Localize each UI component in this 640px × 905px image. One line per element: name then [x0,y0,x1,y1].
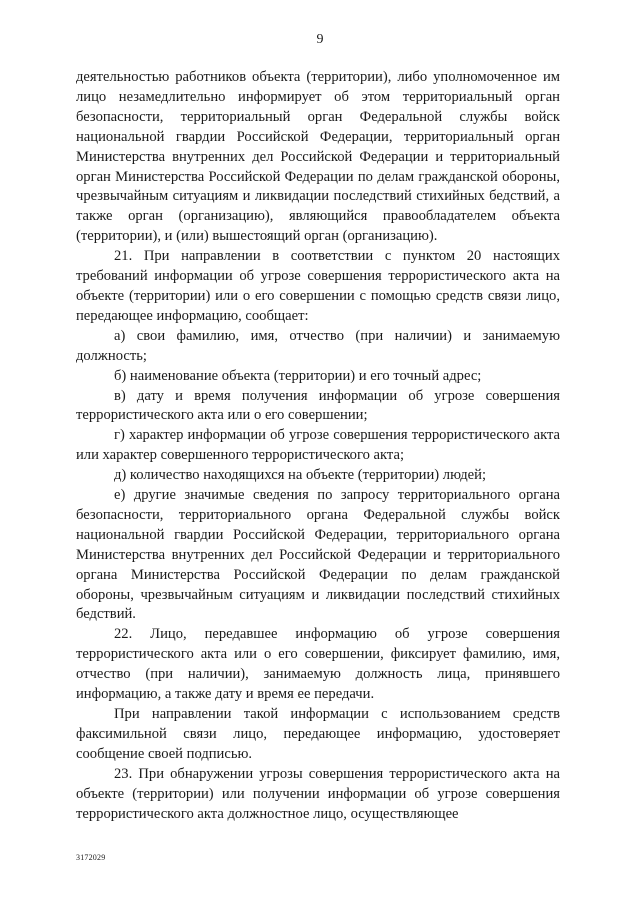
paragraph-clause-21: 21. При направлении в соответствии с пунктом 20 настоящих требований информации об угрозе совершения террористического акта на объекте (территории) или о его совершении с помощью средств связи лицо, передающее информацию, сообщает: [76,248,560,324]
paragraph-item-a: а) свои фамилию, имя, отчество (при наличии) и занимаемую должность; [76,327,560,364]
paragraph-clause-23: 23. При обнаружении угрозы совершения террористического акта на объекте (территории) или получении информации об угрозе совершения террористического акта должностное лицо, осуществляющее [76,765,560,822]
document-code: 3172029 [76,853,106,862]
paragraph-item-g: г) характер информации об угрозе совершения террористического акта или характер совершенного террористического акта; [76,427,560,464]
paragraph-item-b: б) наименование объекта (территории) и его точный адрес; [114,367,482,384]
paragraph-item-e: е) другие значимые сведения по запросу территориального органа безопасности, территориального органа Федеральной службы войск национальной гвардии Российской Федерации, территориального органа Министерства внутренних дел Российской Федерации и территориального органа Министерства Российской Федерации по делам гражданской обороны, чрезвычайным ситуациям и ликвидации последствий стихийных бедствий. [76,487,560,623]
paragraph-clause-22: 22. Лицо, передавшее информацию об угрозе совершения террористического акта или о его совершении, фиксирует фамилию, имя, отчество (при наличии), занимаемую должность лица, принявшего информацию, а также дату и время ее передачи. [76,626,560,703]
paragraph-item-v: в) дату и время получения информации об угрозе совершения террористического акта или о его совершении; [76,387,560,424]
paragraph-fax-note: При направлении такой информации с использованием средств факсимильной связи лицо, передающее информацию, удостоверяет сообщение своей подписью. [76,706,560,762]
paragraph-item-d: д) количество находящихся на объекте (территории) людей; [114,467,487,484]
document-body [76,68,560,824]
paragraph-continuation: деятельностью работников объекта (территории), либо уполномоченное им лицо незамедлительно информирует об этом территориальный орган безопасности, территориальный орган Федеральной службы войск национальной гвардии Российской Федерации, территориальный орган Министерства внутренних дел Российской Федерации и территориальный орган Министерства Российской Федерации по делам гражданской обороны, чрезвычайным ситуациям и ликвидации последствий стихийных бедствий, а также орган (организацию), являющийся правообладателем объекта (территории), и (или) вышестоящий орган (организацию). [76,69,560,245]
page-number: 9 [316,32,324,47]
